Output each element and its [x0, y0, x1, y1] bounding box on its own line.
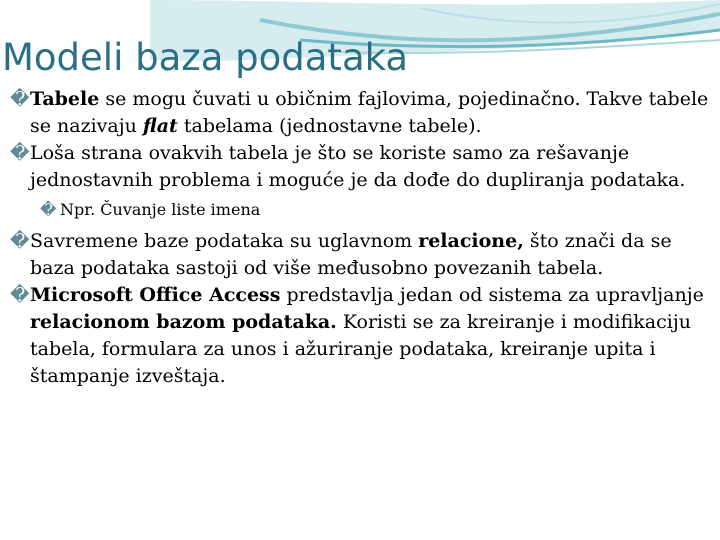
list-item-text: tabelama (jednostavne tabele). — [177, 115, 482, 137]
list-item — [10, 86, 715, 140]
list-item — [10, 282, 715, 390]
list-item — [10, 140, 715, 194]
bullet-icon: � — [40, 200, 57, 219]
slide-body — [10, 86, 715, 390]
list-item — [10, 228, 715, 282]
sub-list-item — [40, 198, 715, 222]
page-title: Modeli baza podataka — [2, 36, 409, 79]
bold-term: relacionom bazom podataka. — [30, 311, 337, 333]
bold-term: Tabele — [30, 88, 100, 110]
bullet-icon: � — [10, 88, 30, 110]
list-item-text: Savremene baze podataka su uglavnom — [30, 230, 419, 252]
list-item-text: Loša strana ovakvih tabela je što se koriste samo za rešavanje jednostavnih problema i moguće je da dođe do dupliranja podataka. — [30, 142, 686, 191]
bullet-icon: � — [10, 230, 30, 252]
bold-term: Microsoft Office Access — [30, 284, 281, 306]
list-item-text: Npr. Čuvanje liste imena — [60, 200, 261, 219]
list-item-text: Koristi se za kreiranje i modifikaciju tabela, formulara za unos i ažuriranje podataka, kreiranje upita i štampanje izveštaja. — [30, 311, 691, 387]
list-item-text: se mogu čuvati u običnim fajlovima, pojedinačno. Takve tabele se nazivaju — [30, 88, 709, 137]
bullet-icon: � — [10, 142, 30, 164]
bold-term: relacione, — [418, 230, 524, 252]
list-item-text: predstavlja jedan od sistema za upravljanje — [280, 284, 704, 306]
bullet-icon: � — [10, 284, 30, 306]
list-item-text: što znači da se baza podataka sastoji od više međusobno povezanih tabela. — [30, 230, 672, 279]
italic-term: flat — [142, 115, 178, 137]
